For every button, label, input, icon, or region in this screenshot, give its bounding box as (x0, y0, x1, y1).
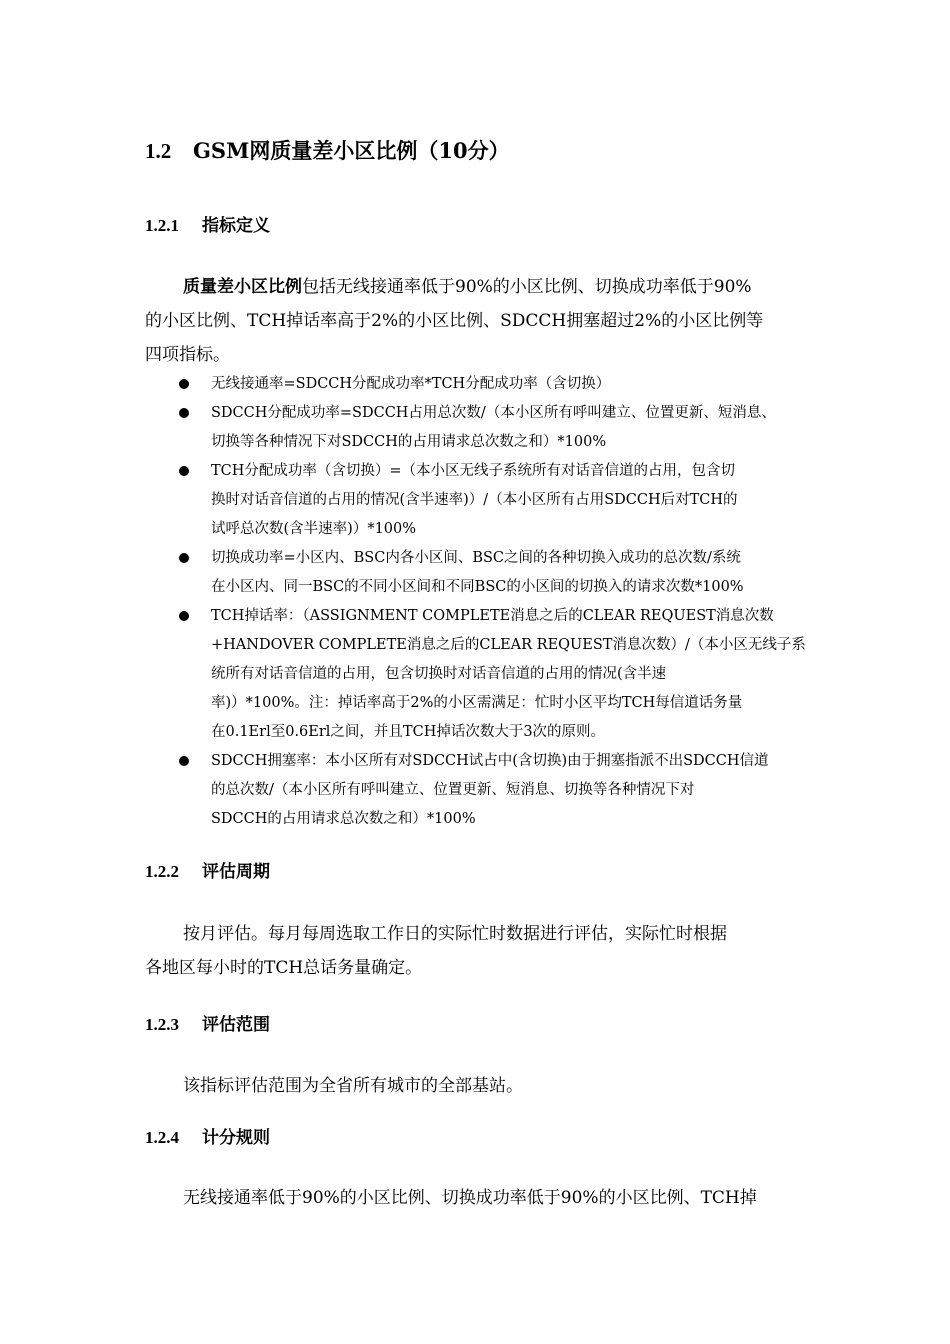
subsection-heading-scoring (145, 1126, 270, 1150)
subsection-title: 评估周期 (202, 862, 270, 882)
bullet-icon (179, 756, 189, 766)
bullet-icon (179, 379, 189, 389)
paragraph-line: 质量差小区比例包括无线接通率低于90%的小区比例、切换成功率低于90% (183, 277, 752, 297)
paragraph-line: 无线接通率低于90%的小区比例、切换成功率低于90%的小区比例、TCH掉 (183, 1188, 757, 1208)
paragraph-line: 各地区每小时的TCH总话务量确定。 (145, 958, 423, 978)
list-item: 切换成功率=小区内、BSC内各小区间、BSC之间的各种切换入成功的总次数/系统 在小区内、同一BSC的不同小区间和不同BSC的小区间的切换入的请求次数*100% (175, 544, 825, 602)
subsection-number: 1.2.4 (145, 1128, 179, 1147)
list-item: 无线接通率=SDCCH分配成功率*TCH分配成功率（含切换） (175, 370, 825, 399)
subsection-heading-definition (145, 214, 270, 238)
paragraph-line: 的小区比例、TCH掉话率高于2%的小区比例、SDCCH拥塞超过2%的小区比例等 (145, 311, 764, 331)
list-item: SDCCH拥塞率：本小区所有对SDCCH试占中(含切换)由于拥塞指派不出SDCCH信道 的总次数/（本小区所有呼叫建立、位置更新、短消息、切换等各种情况下对 SDCCH的占用请求总次数之和）*100% (175, 747, 825, 834)
paragraph-line: 四项指标。 (145, 345, 230, 365)
list-item: TCH分配成功率（含切换）=（本小区无线子系统所有对话音信道的占用，包含切 换时对话音信道的占用的情况(含半速率)）/（本小区所有占用SDCCH后对TCH的 试呼总次数(含半速率)）*100% (175, 457, 825, 544)
bullet-icon (179, 611, 189, 621)
subsection-title: 指标定义 (202, 216, 270, 236)
bullet-icon (179, 553, 189, 563)
subsection-number: 1.2.1 (145, 216, 179, 235)
period-paragraph (145, 917, 825, 985)
paragraph-line: 该指标评估范围为全省所有城市的全部基站。 (183, 1076, 523, 1096)
term-bold: 质量差小区比例 (183, 277, 302, 297)
subsection-title: 计分规则 (202, 1128, 270, 1148)
scoring-paragraph (145, 1181, 825, 1215)
bullet-icon (179, 408, 189, 418)
section-title: GSM网质量差小区比例（10分） (193, 138, 510, 163)
subsection-heading-scope (145, 1013, 270, 1037)
paragraph-line: 按月评估。每月每周选取工作日的实际忙时数据进行评估，实际忙时根据 (183, 924, 727, 944)
subsection-number: 1.2.2 (145, 862, 179, 881)
definition-paragraph (145, 270, 825, 372)
subsection-title: 评估范围 (202, 1015, 270, 1035)
list-item: SDCCH分配成功率=SDCCH占用总次数/（本小区所有呼叫建立、位置更新、短消息、 切换等各种情况下对SDCCH的占用请求总次数之和）*100% (175, 399, 825, 457)
list-item: TCH掉话率：（ASSIGNMENT COMPLETE消息之后的CLEAR REQUEST消息次数 +HANDOVER COMPLETE消息之后的CLEAR REQUEST消息次数）/（本小区无线子系 统所有对话音信道的占用，包含切换时对话音信道的占用的情况(含半速 率)）*100%。注：掉话率高于2%的小区需满足：忙时小区平均TCH每信道话务量 在0.1Erl至0.6Erl之间，并且TCH掉话次数大于3次的原则。 (175, 602, 825, 747)
subsection-heading-period (145, 860, 270, 884)
section-number: 1.2 (145, 139, 172, 163)
section-heading (145, 136, 510, 166)
bullet-icon (179, 466, 189, 476)
subsection-number: 1.2.3 (145, 1015, 179, 1034)
scope-paragraph (145, 1069, 825, 1103)
definition-bullet-list (175, 370, 825, 834)
